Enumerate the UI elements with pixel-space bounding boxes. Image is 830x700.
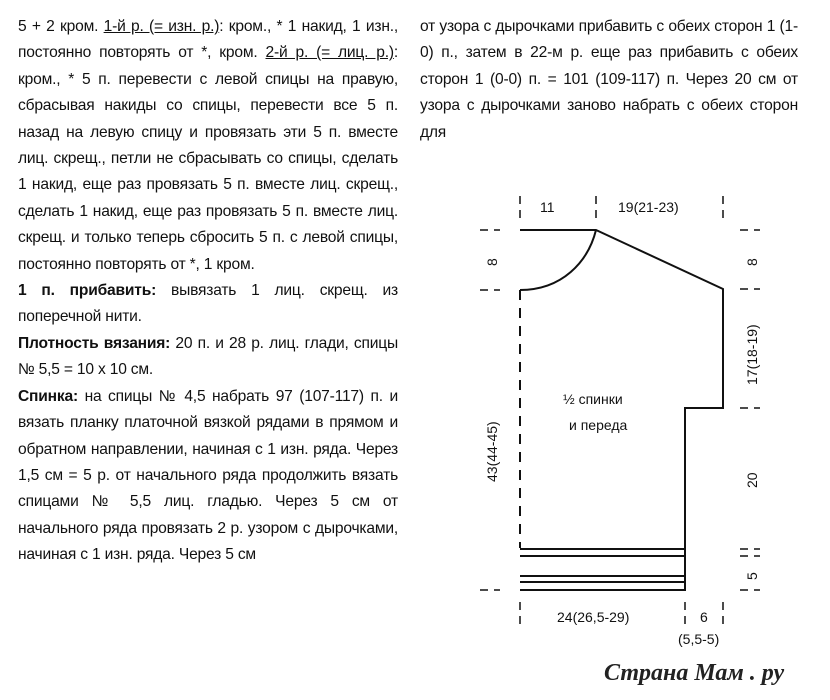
heading-gauge: Плотность вязания:: [18, 334, 171, 352]
dim-right-bottom: 5: [744, 572, 760, 580]
heading-increase: 1 п. прибавить:: [18, 282, 157, 300]
center-label-line2: и переда: [569, 417, 628, 433]
dim-right-mid: 20: [744, 472, 760, 488]
dim-right-armhole: 17(18-19): [744, 324, 760, 385]
text-run: на спицы № 4,5 набрать 97 (107-117) п. и вязать планку платочной вязкой рядами в прямом и обратном направлении, начиная с 1 изн. ряда. Через 1,5 см = 5 р. от начального ряда продолжить вязать спицами № 5,5 лиц. гладью. Через 5 см от начального ряда провязать 2 р. узором с дырочками, начиная с 1 изн. ряда. Через 5 см: [18, 387, 398, 564]
paragraph-continuation: от узора с дырочками прибавить с обеих сторон 1 (1-0) п., затем в 22-м р. еще раз прибавить с обеих сторон 1 (0-0) п. = 101 (109-117) п. Через 20 см от узора с дырочками заново набрать с обеих сторон для: [420, 18, 798, 141]
text-run: 5 + 2 кром.: [18, 18, 104, 35]
site-watermark: Страна Мам . ру: [604, 660, 785, 686]
heading-back: Спинка:: [18, 387, 78, 405]
dim-left-top: 8: [484, 258, 500, 266]
center-label-line1: ½ спинки: [563, 391, 623, 407]
dim-top-left: 11: [540, 199, 555, 215]
text-run: : кром., * 1 накид, 1 изн., постоянно повторять от *, кром.: [18, 18, 398, 62]
dim-bottom-side: 6: [700, 609, 708, 625]
text-run: : кром., * 5 п. перевести с левой спицы на правую, сбрасывая накиды со спицы, перевести все 5 п. назад на левую спицу и провязать эти 5 п. вместе лиц. скрещ., петли не сбрасывать со спицы, сделать 1 накид, еще раз провязать 5 п. вместе лиц. скрещ., сделать 1 накид, еще раз провязать 5 п. вместе лиц. скрещ. и только теперь сбросить 5 п. с левой спицы, постоянно повторять от *, 1 кром.: [18, 44, 398, 273]
dim-left-main: 43(44-45): [484, 421, 500, 482]
text-run: вывязать 1 лиц. скрещ. из поперечной нити.: [18, 282, 398, 326]
dim-right-top: 8: [744, 258, 760, 266]
dim-bottom-main: 24(26,5-29): [557, 609, 630, 625]
row-label: 1-й р. (= изн. р.): [103, 18, 220, 35]
row-label: 2-й р. (= лиц. р.): [265, 44, 394, 62]
dim-top-right: 19(21-23): [618, 199, 679, 215]
text-run: 20 п. и 28 р. лиц. глади, спицы № 5,5 = 10 х 10 см.: [18, 334, 398, 379]
neckline-curve: [520, 230, 596, 290]
dim-bottom-side-alt: (5,5-5): [678, 631, 720, 647]
